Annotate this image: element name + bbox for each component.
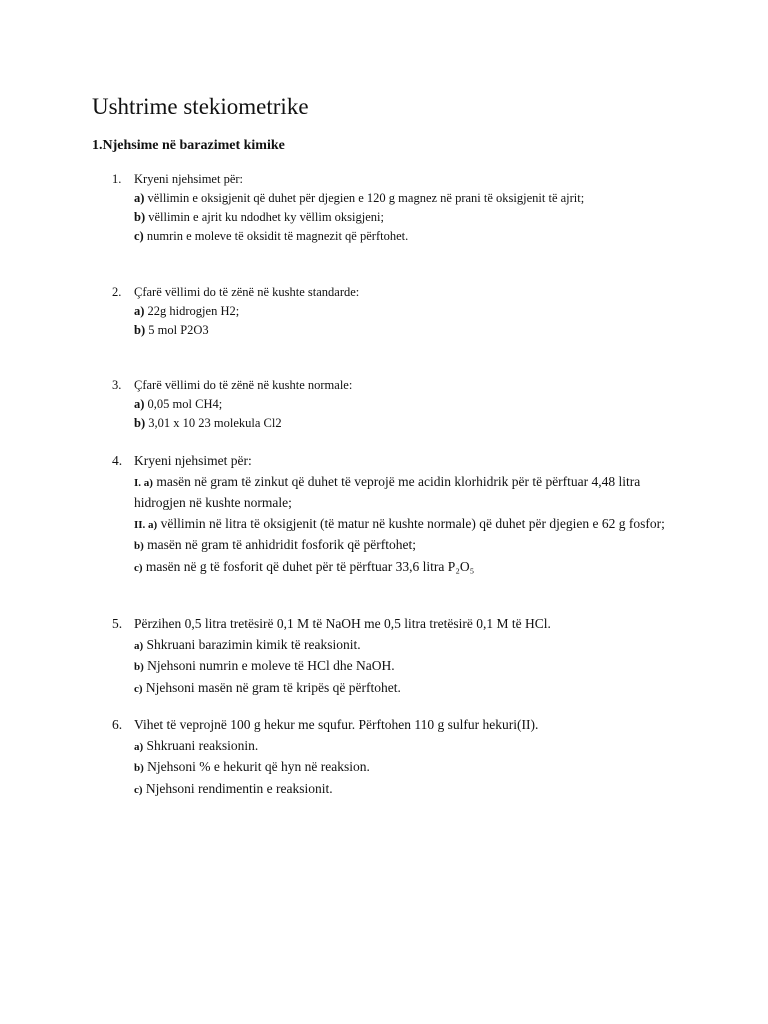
question-number: 5. [112,616,123,631]
sub-item [112,557,672,579]
page-title: Ushtrime stekiometrike [92,94,309,119]
sub-item [112,736,672,758]
sub-item-text: vëllimin në litra të oksigjenit (të matur në kushte normale) që duhet për djegien e 62 g fosfor; [160,515,665,531]
sub-item-text: numrin e moleve të oksidit të magnezit që përftohet. [146,229,409,243]
sub-item [112,514,672,536]
question-number: 4. [112,453,123,468]
question-4 [112,451,672,578]
question-text: Përzihen 0,5 litra tretësirë 0,1 M të NaOH me 0,5 litra tretësirë 0,1 M të HCl. [134,616,551,631]
sub-item [112,779,672,801]
sub-item [112,635,672,657]
section-heading: 1.Njehsime në barazimet kimike [92,138,285,153]
sub-item-text: 5 mol P2O3 [148,323,209,337]
sub-item-label: b) [134,416,146,430]
sub-item-label: a) [134,304,145,318]
question-text: Kryeni njehsimet për: [134,172,243,186]
sub-item-text: masën në g të fosforit që duhet për të përftuar 33,6 litra P₂O₅ [145,558,475,574]
sub-item [112,535,672,557]
sub-item [112,656,672,678]
sub-item-label: b) [134,762,144,774]
sub-item-text: Shkruani barazimin kimik të reaksionit. [146,636,361,652]
sub-item-text: vëllimin e ajrit ku ndodhet ky vëllim oksigjeni; [148,210,384,224]
sub-item-text: masën në gram të zinkut që duhet të veprojë me acidin klorhidrik për të përftuar 4,48 litra hidrogjen në kushte normale; [134,473,641,510]
sub-item [112,321,672,340]
sub-item [112,414,672,433]
question-text: Çfarë vëllimi do të zënë në kushte normale: [134,378,353,392]
sub-item-text: 0,05 mol CH4; [147,397,223,411]
question-number: 3. [112,378,122,392]
question-text: Vihet të veprojnë 100 g hekur me squfur. Përftohen 110 g sulfur hekuri(II). [134,717,539,732]
sub-item-label: b) [134,210,146,224]
sub-item-label: c) [134,783,143,796]
sub-item-label: b) [134,661,144,673]
question-text: Kryeni njehsimet për: [134,453,252,468]
sub-item-label: c) [134,682,143,695]
sub-item-label: b) [134,323,146,337]
sub-item-text: Shkruani reaksionin. [146,737,259,753]
sub-item-label: a) [134,397,145,411]
sub-item [112,472,672,514]
question-5 [112,614,672,699]
sub-item-text: Njehsoni numrin e moleve të HCl dhe NaOH. [147,658,395,673]
sub-item-text: Njehsoni masën në gram të kripës që përftohet. [145,679,401,695]
sub-item [112,189,672,208]
question-text: Çfarë vëllimi do të zënë në kushte standarde: [134,285,360,299]
sub-item-label: a) [134,740,144,753]
question-6 [112,715,672,800]
sub-item-label: a) [134,639,144,652]
sub-item [112,678,672,700]
sub-item-label: I. a) [134,476,153,489]
sub-item-text: masën në gram të anhidridit fosforik që përftohet; [147,537,416,552]
question-3 [112,376,672,433]
sub-item-label: c) [134,561,143,574]
sub-item [112,208,672,227]
sub-item-text: 22g hidrogjen H2; [147,304,240,318]
question-1 [112,170,672,246]
sub-item [112,227,672,246]
sub-item [112,757,672,779]
sub-item-label: a) [134,191,145,205]
question-number: 1. [112,172,122,186]
sub-item-text: Njehsoni rendimentin e reaksionit. [145,780,333,796]
sub-item-label: c) [134,229,144,243]
question-2 [112,283,672,340]
question-number: 6. [112,717,123,732]
sub-item-text: 3,01 x 10 23 molekula Cl2 [148,416,282,430]
sub-item [112,395,672,414]
sub-item-text: vëllimin e oksigjenit që duhet për djegien e 120 g magnez në prani të oksigjenit të ajrit; [147,191,585,205]
question-number: 2. [112,285,122,299]
sub-item-label: b) [134,540,144,552]
sub-item-text: Njehsoni % e hekurit që hyn në reaksion. [147,759,370,774]
sub-item-label: II. a) [134,518,158,531]
sub-item [112,302,672,321]
